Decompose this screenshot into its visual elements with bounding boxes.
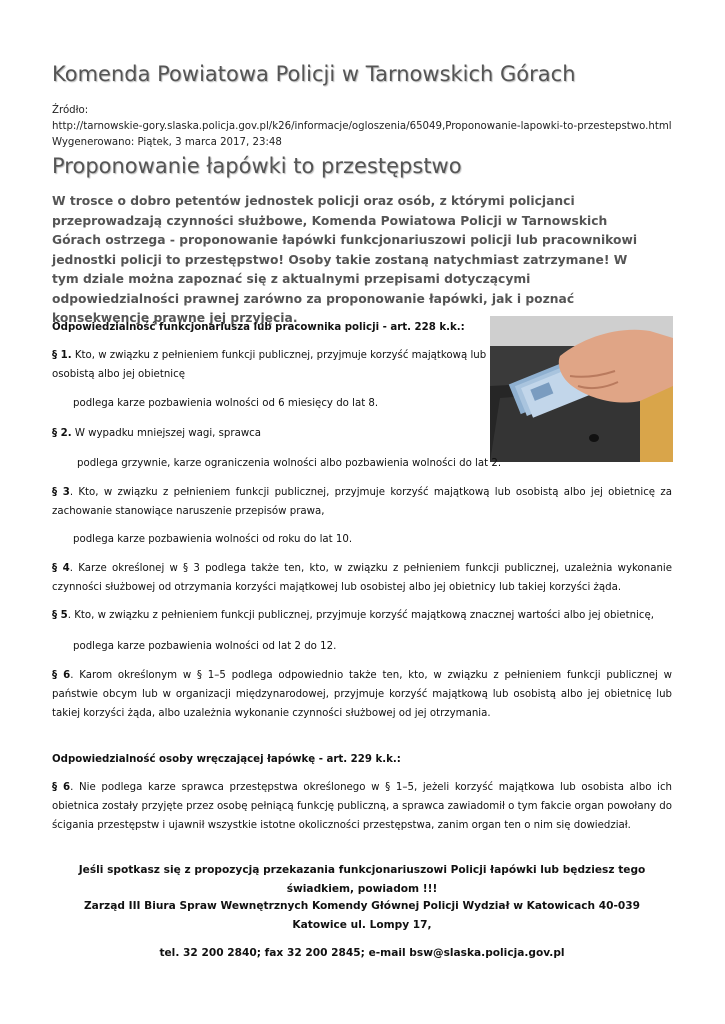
site-title: Komenda Powiatowa Policji w Tarnowskich Górach (52, 62, 576, 86)
paragraph-6-mark: § 6 (52, 670, 71, 681)
paragraph-2-penalty: podlega grzywnie, karze ograniczenia wolności albo pozbawienia wolności do lat 2. (77, 458, 502, 469)
paragraph-2 (52, 424, 261, 443)
source-label: Źródło: (52, 105, 89, 116)
paragraph-1-text: Kto, w związku z pełnieniem funkcji publicznej, przyjmuje korzyść majątkową lub (71, 350, 487, 361)
section2-heading: Odpowiedzialność osoby wręczającej łapówkę - art. 229 k.k.: (52, 754, 401, 765)
paragraph-1-mark: § 1. (52, 350, 72, 361)
paragraph-229-6-mark: § 6 (52, 782, 71, 793)
paragraph-229-6-text: . Nie podlega karze sprawca przestępstwa określonego w § 1–5, jeżeli korzyść majątkowa lub osobista albo ich obietnica zostały przyjęte przez osobę pełniącą funkcję publiczną, a sprawca zawiadomił o tym fakcie organ powołany do ścigania przestępstw i ujawnił wszystkie istotne okoliczności przestępstwa, zanim organ ten o nim się dowiedział. (52, 782, 672, 831)
paragraph-4 (52, 559, 672, 597)
paragraph-229-6 (52, 778, 672, 835)
paragraph-3-penalty: podlega karze pozbawienia wolności od roku do lat 10. (73, 534, 353, 545)
paragraph-5 (52, 606, 654, 625)
source-url[interactable]: http://tarnowskie-gory.slaska.policja.gov.pl/k26/informacje/ogloszenia/65049,Proponowanie-lapowki-to-przestepstwo.html (52, 121, 672, 132)
bribe-photo (490, 316, 673, 462)
paragraph-2-mark: § 2. (52, 428, 72, 439)
paragraph-5-text: . Kto, w związku z pełnieniem funkcji publicznej, przyjmuje korzyść majątkową znacznej wartości albo jej obietnicę, (67, 610, 654, 621)
paragraph-1-penalty: podlega karze pozbawienia wolności od 6 miesięcy do lat 8. (73, 398, 379, 409)
source-meta (52, 103, 672, 151)
footer-address: Zarząd III Biura Spraw Wewnętrznych Komendy Głównej Policji Wydział w Katowicach 40-039 Katowice ul. Lompy 17, (84, 900, 640, 931)
paragraph-4-mark: § 4 (52, 563, 70, 574)
footer-warning: Jeśli spotkasz się z propozycją przekazania funkcjonariuszowi Policji łapówki lub będziesz tego świadkiem, powiadom !!! (78, 864, 646, 895)
paragraph-4-text: . Karze określonej w § 3 podlega także ten, kto, w związku z pełnieniem funkcji publicznej, uzależnia wykonanie czynności służbowej od otrzymania korzyści majątkowej lub osobistej albo jej obietnicy lub takiej korzyści żąda. (52, 563, 673, 593)
generated-date: Wygenerowano: Piątek, 3 marca 2017, 23:48 (52, 137, 282, 148)
article-lead: W trosce o dobro petentów jednostek policji oraz osób, z którymi policjanci przeprowadzają czynności służbowe, Komenda Powiatowa Policji w Tarnowskich Górach ostrzega - proponowanie łapówki funkcjonariuszowi policji lub pracownikowi jednostki policji to przestępstwo! Osoby takie zostaną natychmiast zatrzymane! W tym dziale można zapoznać się z aktualnymi przepisami dotyczącymi odpowiedzialności prawnej zarówno za proponowanie łapówki, jak i poznać konsekwencje prawne jej przyjęcia. (52, 194, 638, 325)
article-title: Proponowanie łapówki to przestępstwo (52, 154, 462, 178)
paragraph-3-text: . Kto, w związku z pełnieniem funkcji publicznej, przyjmuje korzyść majątkową lub osobistą albo jej obietnicę za zachowanie stanowiące naruszenie przepisów prawa, (52, 487, 672, 517)
paragraph-2-text: W wypadku mniejszej wagi, sprawca (71, 428, 262, 439)
paragraph-3 (52, 483, 672, 521)
paragraph-1-text-cont: osobistą albo jej obietnicę (52, 369, 185, 380)
paragraph-5-penalty: podlega karze pozbawienia wolności od lat 2 do 12. (73, 641, 337, 652)
section1-heading: Odpowiedzialność funkcjonariusza lub pracownika policji - art. 228 k.k.: (52, 322, 465, 333)
paragraph-3-mark: § 3 (52, 487, 70, 498)
paragraph-6-text: . Karom określonym w § 1–5 podlega odpowiednio także ten, kto, w związku z pełnieniem funkcji publicznej w państwie obcym lub w organizacji międzynarodowej, przyjmuje korzyść majątkową lub osobistą albo jej obietnicę lub takiej korzyści żąda, albo uzależnia wykonanie czynności służbowej od jej otrzymania. (52, 670, 672, 719)
footer-contact: tel. 32 200 2840; fax 32 200 2845; e-mail bsw@slaska.policja.gov.pl (159, 947, 565, 959)
paragraph-1 (52, 346, 492, 384)
paragraph-6 (52, 666, 672, 723)
paragraph-5-mark: § 5 (52, 610, 68, 621)
